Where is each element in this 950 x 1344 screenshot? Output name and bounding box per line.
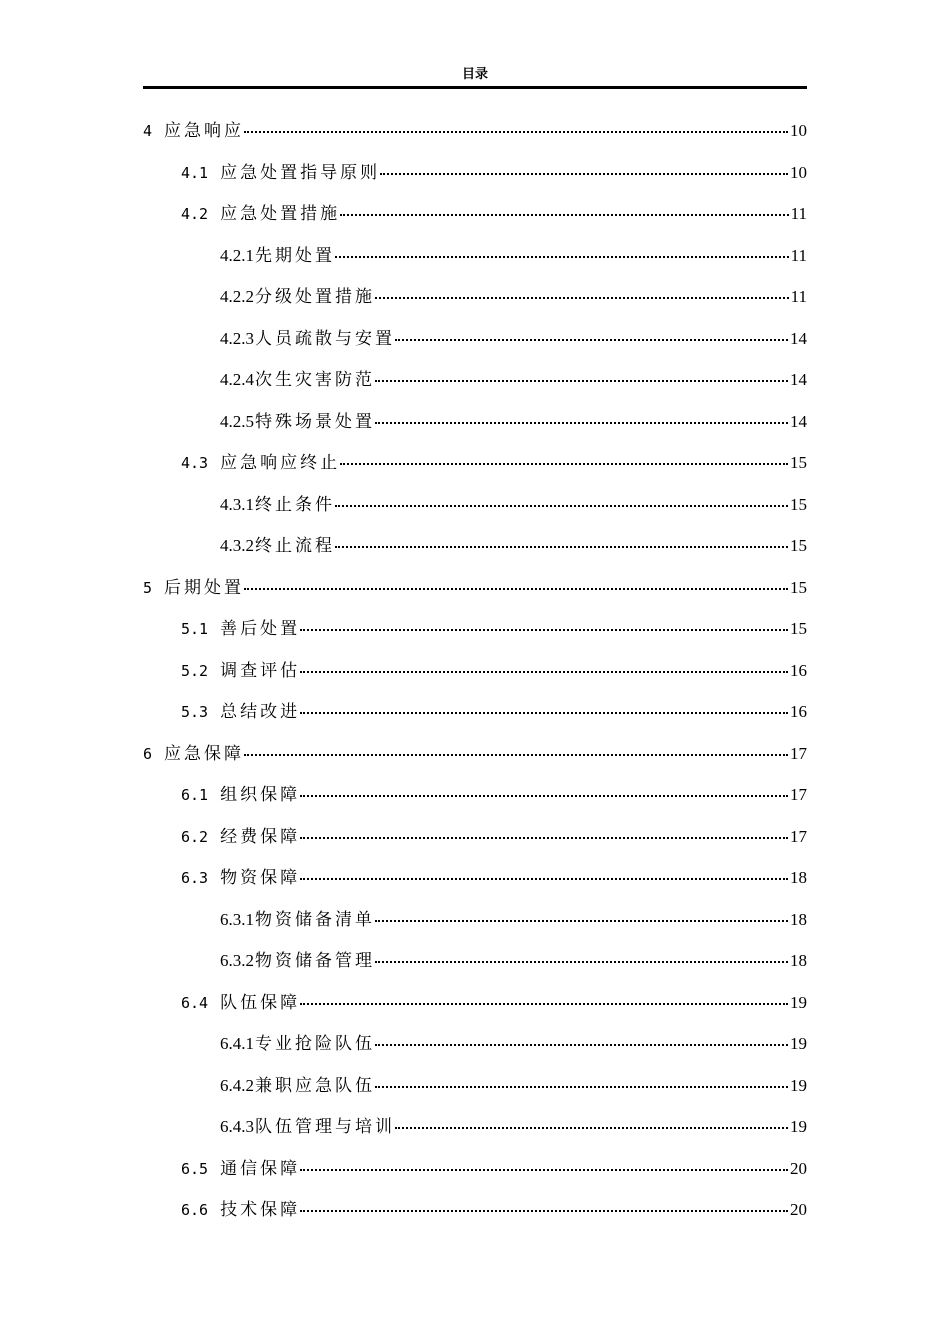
toc-entry[interactable] (143, 741, 807, 783)
toc-dot-leader (300, 1169, 788, 1171)
toc-entry-page-number: 10 (790, 121, 807, 140)
toc-entry-number: 5 (143, 578, 153, 597)
toc-entry[interactable] (143, 409, 807, 451)
toc-dot-leader (375, 961, 788, 963)
toc-entry-title: 专业抢险队伍 (255, 1034, 375, 1054)
toc-entry[interactable] (143, 616, 807, 658)
toc-entry-page-number: 17 (790, 826, 807, 846)
toc-entry-title: 善后处置 (220, 619, 301, 639)
toc-entry-number: 6.4.1 (220, 1034, 254, 1053)
toc-entry-number: 6.4.3 (220, 1117, 254, 1136)
toc-entry-number: 6.4.2 (220, 1075, 254, 1095)
toc-entry[interactable] (143, 575, 807, 617)
toc-entry-title: 应急处置指导原则 (220, 162, 381, 183)
toc-entry-page-number: 19 (790, 992, 807, 1012)
toc-entry-title: 终止条件 (255, 494, 335, 515)
toc-entry[interactable] (143, 824, 807, 866)
toc-entry[interactable] (143, 865, 807, 907)
toc-dot-leader (395, 339, 788, 341)
toc-entry-number: 6.3 (181, 869, 209, 887)
toc-entry-number: 4.1 (181, 163, 209, 182)
toc-entry-number: 6.4 (181, 993, 209, 1012)
toc-dot-leader (340, 463, 788, 465)
toc-entry-page-number: 18 (790, 868, 807, 887)
toc-entry[interactable] (143, 284, 807, 326)
toc-entry-page-number: 14 (790, 328, 807, 348)
toc-entry-title: 调查评估 (220, 660, 301, 681)
toc-dot-leader (395, 1127, 788, 1129)
toc-entry-title: 物资储备清单 (255, 909, 375, 930)
toc-dot-leader (244, 588, 788, 590)
toc-entry-page-number: 15 (790, 453, 807, 472)
toc-entry[interactable] (143, 367, 807, 409)
toc-entry-title: 先期处置 (255, 245, 335, 266)
toc-entry-page-number: 15 (790, 577, 807, 597)
toc-entry-title: 组织保障 (220, 785, 301, 805)
toc-entry-title: 经费保障 (220, 826, 301, 847)
toc-entry-title: 应急保障 (164, 743, 245, 764)
toc-entry[interactable] (143, 990, 807, 1032)
toc-dot-leader (300, 1210, 788, 1212)
toc-entry[interactable] (143, 1114, 807, 1156)
toc-entry-title: 应急处置措施 (220, 204, 341, 224)
table-of-contents (143, 118, 807, 1239)
toc-dot-leader (300, 629, 788, 631)
header-rule (143, 86, 807, 89)
toc-entry-number: 4.2.1 (220, 245, 254, 265)
toc-entry-number: 5.2 (181, 661, 209, 680)
toc-entry-page-number: 15 (790, 494, 807, 514)
toc-entry-number: 6.2 (181, 827, 209, 846)
toc-entry-title: 队伍管理与培训 (255, 1117, 395, 1137)
toc-entry-title: 物资保障 (220, 868, 301, 888)
toc-entry[interactable] (143, 948, 807, 990)
toc-entry[interactable] (143, 1073, 807, 1115)
toc-entry-number: 4.2 (181, 205, 209, 223)
toc-entry-title: 后期处置 (164, 577, 245, 598)
toc-dot-leader (300, 671, 788, 673)
toc-dot-leader (300, 712, 788, 714)
toc-entry[interactable] (143, 201, 807, 243)
toc-entry-page-number: 19 (790, 1075, 807, 1095)
toc-entry-page-number: 20 (790, 1158, 807, 1178)
toc-entry-number: 4.3 (181, 454, 209, 472)
toc-entry-number: 5.3 (181, 703, 209, 721)
toc-entry-title: 通信保障 (220, 1158, 301, 1179)
toc-entry-number: 4.2.3 (220, 328, 254, 348)
toc-entry[interactable] (143, 1031, 807, 1073)
toc-dot-leader (375, 380, 788, 382)
toc-entry-title: 应急响应 (164, 121, 245, 141)
toc-dot-leader (380, 173, 788, 175)
toc-entry[interactable] (143, 160, 807, 202)
toc-entry-page-number: 19 (790, 1117, 807, 1136)
toc-dot-leader (335, 256, 789, 258)
toc-entry-page-number: 17 (790, 743, 807, 763)
toc-entry-title: 人员疏散与安置 (255, 328, 395, 349)
toc-entry[interactable] (143, 243, 807, 285)
toc-entry-page-number: 16 (790, 702, 807, 721)
toc-dot-leader (340, 214, 789, 216)
toc-dot-leader (244, 131, 788, 133)
toc-entry-title: 分级处置措施 (255, 287, 375, 307)
toc-dot-leader (300, 837, 788, 839)
toc-entry-title: 队伍保障 (220, 992, 301, 1013)
toc-entry-number: 6 (143, 744, 153, 763)
toc-entry-page-number: 11 (790, 287, 807, 306)
toc-entry-page-number: 16 (790, 660, 807, 680)
toc-entry[interactable] (143, 907, 807, 949)
toc-entry[interactable] (143, 658, 807, 700)
toc-entry-title: 应急响应终止 (220, 453, 341, 473)
toc-dot-leader (300, 795, 788, 797)
toc-dot-leader (375, 297, 789, 299)
toc-entry-title: 物资储备管理 (255, 951, 375, 971)
toc-entry-page-number: 10 (790, 162, 807, 182)
toc-entry-page-number: 18 (790, 951, 807, 970)
toc-entry-number: 4.2.4 (220, 370, 254, 389)
toc-dot-leader (335, 546, 788, 548)
toc-entry[interactable] (143, 1197, 807, 1239)
toc-entry-number: 4 (143, 122, 153, 140)
toc-entry[interactable] (143, 699, 807, 741)
toc-entry[interactable] (143, 118, 807, 160)
toc-entry-page-number: 19 (790, 1034, 807, 1053)
toc-dot-leader (300, 1003, 788, 1005)
toc-entry-title: 兼职应急队伍 (255, 1075, 375, 1096)
toc-dot-leader (375, 1044, 788, 1046)
toc-dot-leader (300, 878, 788, 880)
toc-entry-title: 总结改进 (220, 702, 301, 722)
page-header-title: 目录 (461, 67, 488, 82)
toc-entry-page-number: 11 (790, 245, 807, 265)
toc-entry-number: 4.2.5 (220, 411, 254, 431)
toc-entry-number: 4.3.1 (220, 494, 254, 514)
toc-entry-number: 4.3.2 (220, 536, 254, 555)
toc-dot-leader (244, 754, 788, 756)
toc-entry-title: 次生灾害防范 (255, 370, 375, 390)
toc-entry-number: 6.3.1 (220, 909, 254, 929)
toc-entry[interactable] (143, 533, 807, 575)
toc-dot-leader (375, 422, 788, 424)
toc-entry-title: 终止流程 (255, 536, 335, 556)
toc-dot-leader (375, 1086, 788, 1088)
toc-dot-leader (375, 920, 788, 922)
toc-entry-page-number: 14 (790, 411, 807, 431)
toc-entry-title: 技术保障 (220, 1200, 301, 1220)
toc-entry[interactable] (143, 1156, 807, 1198)
toc-entry-page-number: 20 (790, 1200, 807, 1219)
toc-dot-leader (335, 505, 788, 507)
toc-entry-page-number: 11 (790, 204, 807, 223)
toc-entry-number: 6.6 (181, 1201, 209, 1219)
toc-entry[interactable] (143, 450, 807, 492)
toc-entry-number: 6.3.2 (220, 951, 254, 970)
toc-entry-page-number: 14 (790, 370, 807, 389)
toc-entry-page-number: 17 (790, 785, 807, 804)
toc-entry-page-number: 15 (790, 619, 807, 638)
toc-entry-number: 6.5 (181, 1159, 209, 1178)
toc-entry[interactable] (143, 782, 807, 824)
toc-entry-number: 5.1 (181, 620, 209, 638)
toc-entry[interactable] (143, 326, 807, 368)
toc-entry-page-number: 18 (790, 909, 807, 929)
toc-entry-number: 4.2.2 (220, 287, 254, 306)
toc-entry-page-number: 15 (790, 536, 807, 555)
toc-entry-title: 特殊场景处置 (255, 411, 375, 432)
toc-entry-number: 6.1 (181, 786, 209, 804)
toc-entry[interactable] (143, 492, 807, 534)
